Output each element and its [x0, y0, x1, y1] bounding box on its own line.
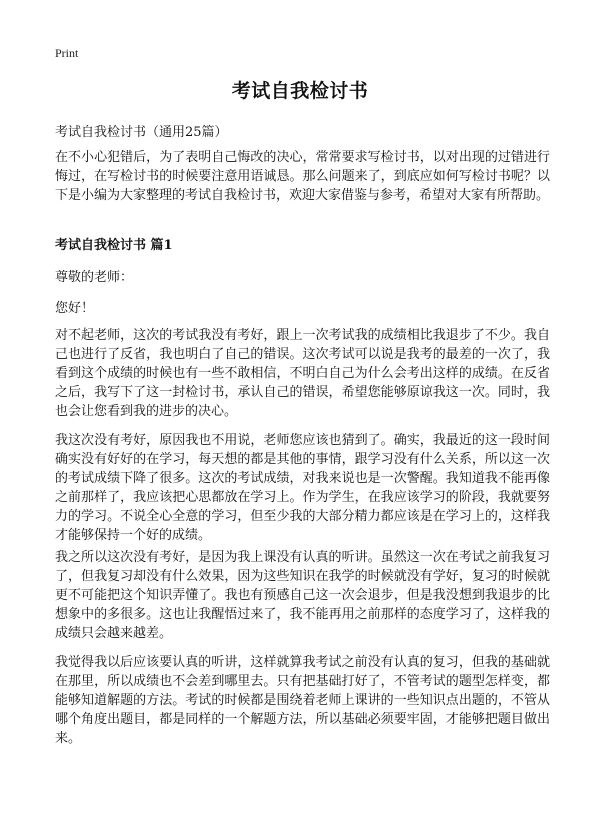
- page-title: 考试自我检讨书: [231, 80, 369, 102]
- section-heading: 考试自我检讨书 篇1: [55, 238, 173, 253]
- document-subtitle: 考试自我检讨书（通用25篇）: [55, 125, 228, 140]
- body-paragraph-1: 对不起老师，这次的考试我没有考好，跟上一次考试我的成绩相比我退步了不少。我自己也进行了反省，我也明白了自己的错误。这次考试可以说是我考的最差的一次了，我看到这个成绩的时候也有一些不敢相信，不明白自己为什么会考出这样的成绩。在反省之后，我写下了这一封检讨书，承认自己的错误，希望您能够原谅我这一次。同时，我也会让您看到我的进步的决心。: [55, 328, 550, 419]
- print-link[interactable]: Print: [55, 46, 79, 60]
- body-paragraph-2: 我这次没有考好，原因我也不用说，老师您应该也猜到了。确实，我最近的这一段时间确实没有好好的在学习，每天想的都是其他的事情，跟学习没有什么关系，所以这一次的考试成绩下降了很多。这次的考试成绩，对我来说也是一次警醒。我知道我不能再像之前那样了，我应该把心思都放在学习上。作为学生，在我应该学习的阶段，我就要努力的学习。不说全心全意的学习，但至少我的大部分精力都应该是在学习上的，这样我才能够保持一个好的成绩。: [55, 433, 550, 543]
- body-paragraph-4: 我觉得我以后应该要认真的听讲，这样就算我考试之前没有认真的复习，但我的基础就在那里，所以成绩也不会差到哪里去。只有把基础打好了，不管考试的题型怎样变，都能够知道解题的方法。考试的时候都是围绕着老师上课讲的一些知识点出题的，不管从哪个角度出题目，都是同样的一个解题方法，所以基础必须要牢固，才能够把题目做出来。: [55, 655, 550, 746]
- greeting: 您好！: [55, 301, 95, 316]
- intro-paragraph: 在不小心犯错后，为了表明自己悔改的决心，常常要求写检讨书，以对出现的过错进行悔过，在写检讨书的时候要注意用语诚恳。那么问题来了，到底应如何写检讨书呢？以下是小编为大家整理的考试自我检讨书，欢迎大家借鉴与参考，希望对大家有所帮助。: [55, 150, 550, 203]
- salutation: 尊敬的老师：: [55, 270, 134, 285]
- body-paragraph-3: 我之所以这次没有考好，是因为我上课没有认真的听讲。虽然这一次在考试之前我复习了，但我复习却没有什么效果，因为这些知识在我学的时候就没有学好，复习的时候就更不可能把这个知识弄懂了。我也有预感自己这一次会退步，但是我没想到我退步的比想象中的多很多。这也让我醒悟过来了，我不能再用之前那样的态度学习了，这样我的成绩只会越来越差。: [55, 550, 550, 641]
